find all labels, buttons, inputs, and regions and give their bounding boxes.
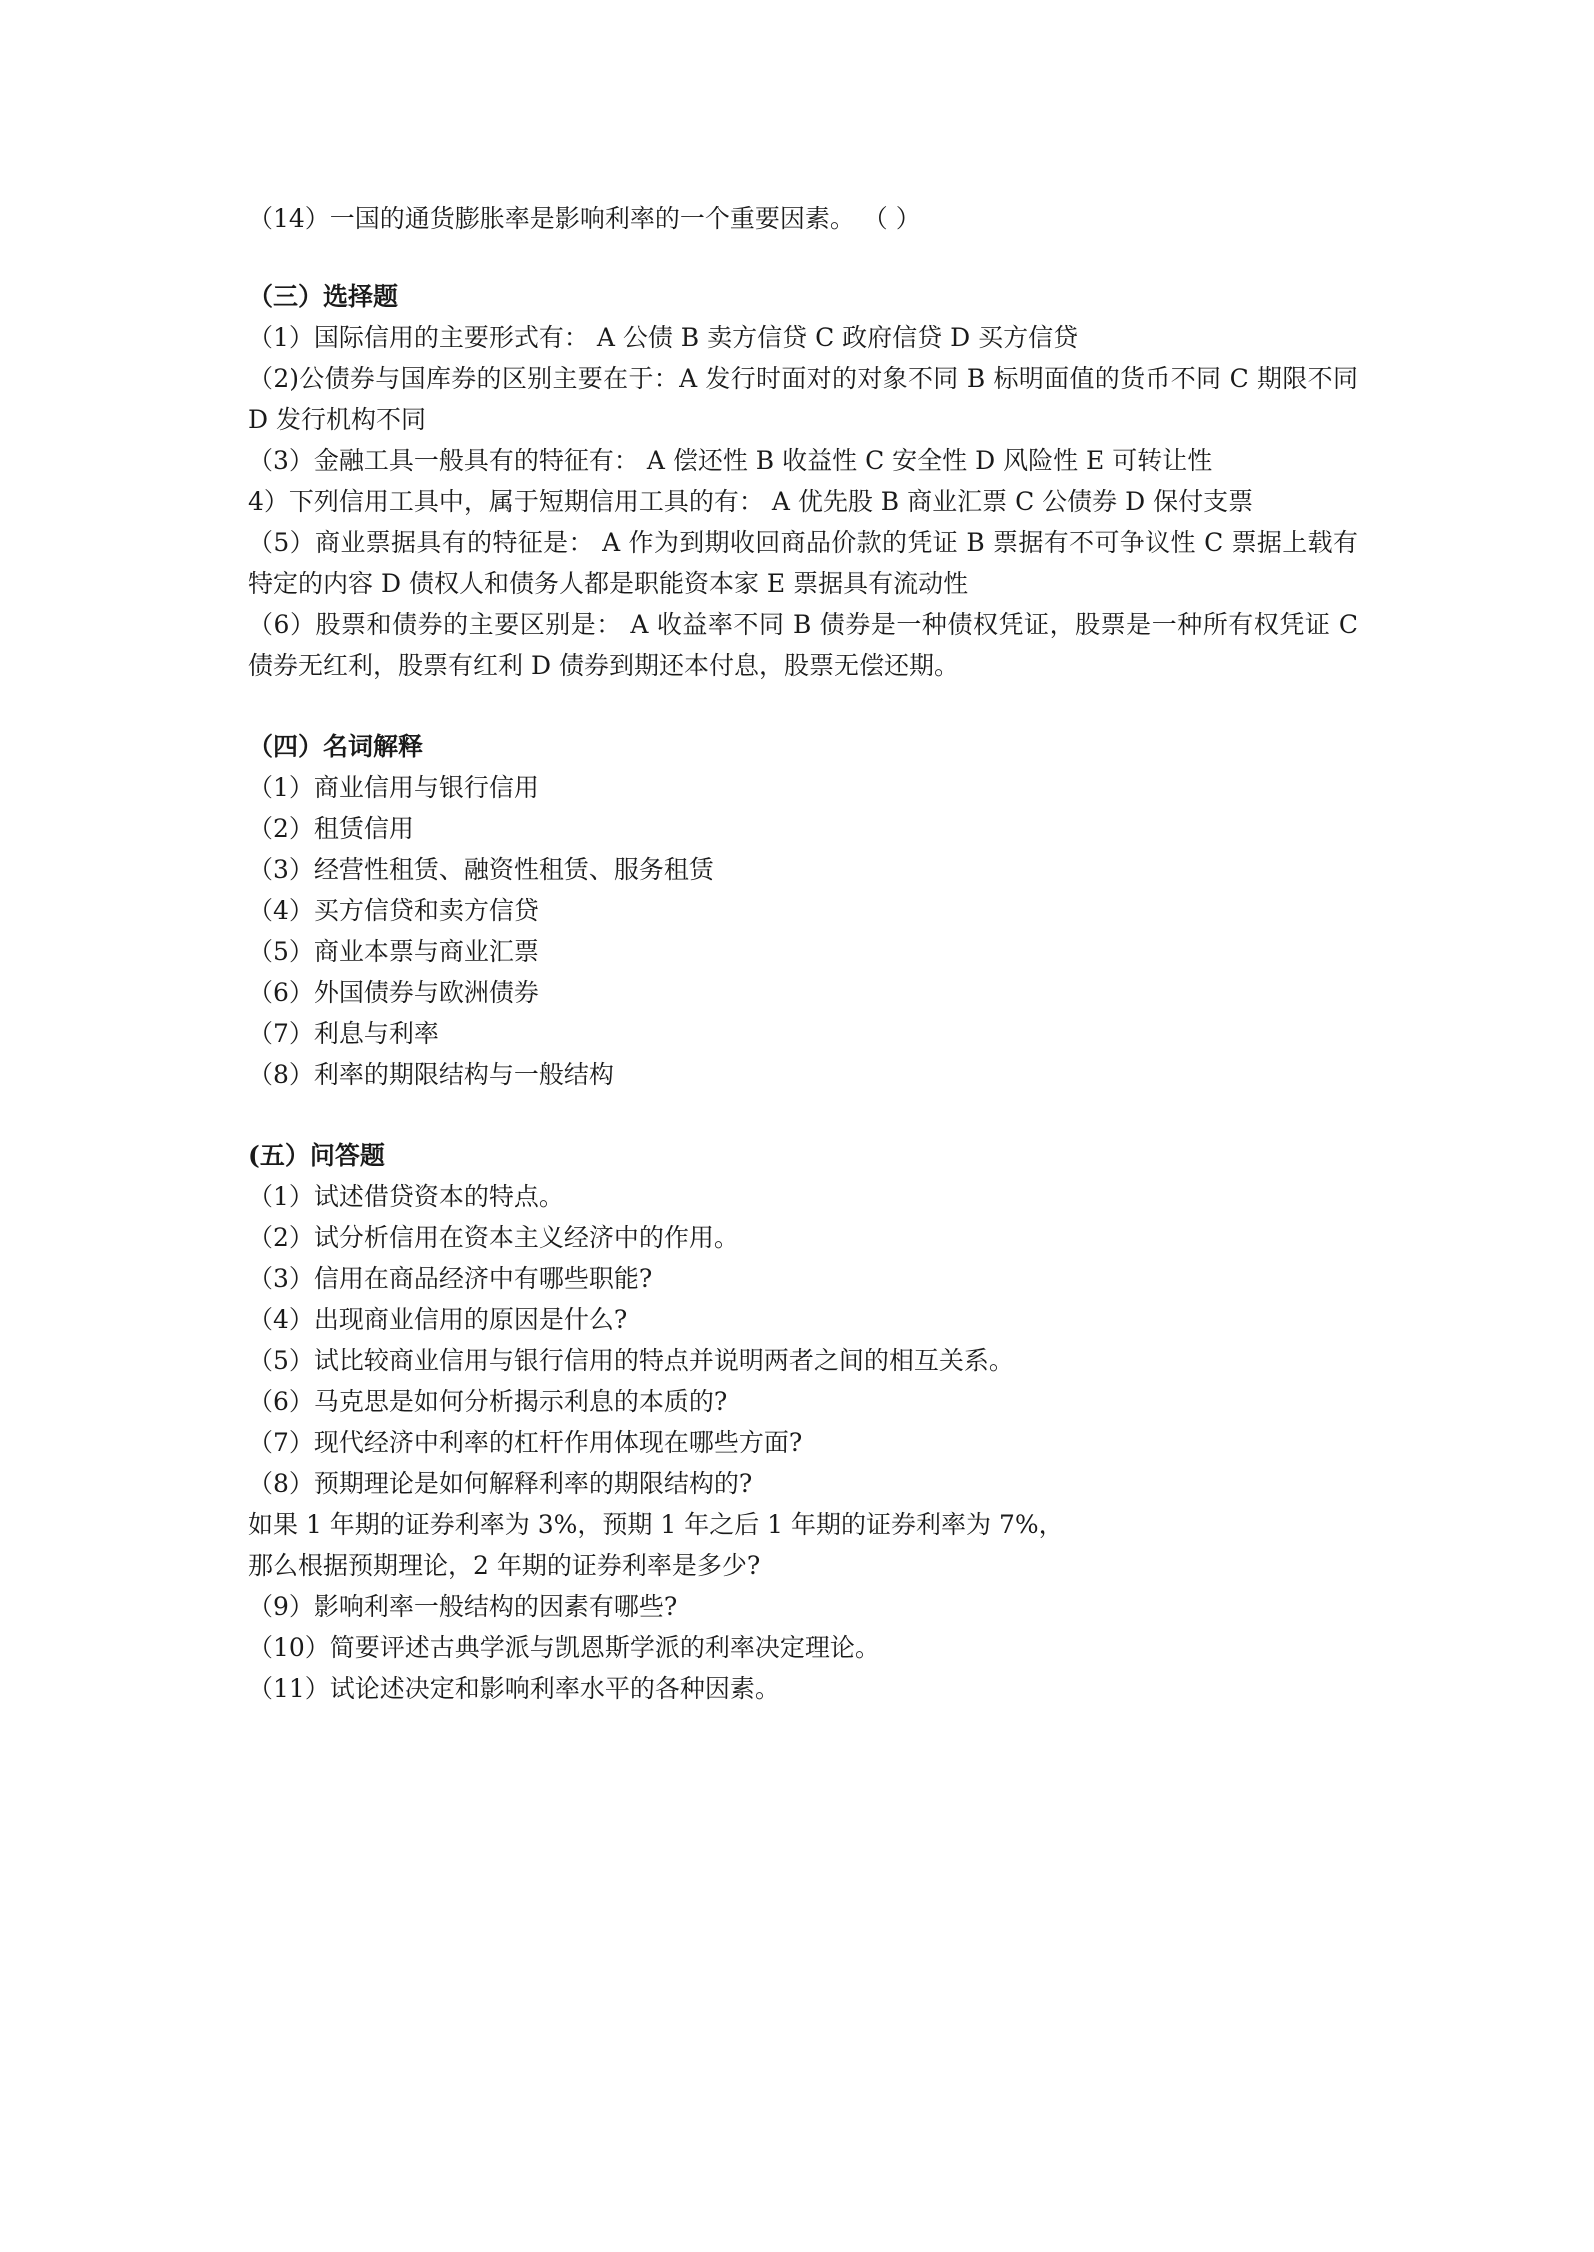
term-item: （6）外国债券与欧洲债券 xyxy=(248,978,539,1007)
qa-item: （2）试分析信用在资本主义经济中的作用。 xyxy=(248,1223,739,1252)
choice-question: （6）股票和债券的主要区别是： A 收益率不同 B 债券是一种债权凭证，股票是一种所有权凭证 C 债券无红利，股票有红利 D 债券到期还本付息，股票无偿还期。 xyxy=(248,610,1358,680)
choice-question: （1）国际信用的主要形式有： A 公债 B 卖方信贷 C 政府信贷 D 买方信贷 xyxy=(248,323,1079,352)
qa-item: （7）现代经济中利率的杠杆作用体现在哪些方面? xyxy=(248,1428,803,1457)
term-item: （7）利息与利率 xyxy=(248,1019,439,1048)
qa-item: （6）马克思是如何分析揭示利息的本质的? xyxy=(248,1387,728,1416)
qa-item: 如果 1 年期的证券利率为 3%，预期 1 年之后 1 年期的证券利率为 7%， xyxy=(248,1510,1064,1539)
spacer xyxy=(248,686,1358,726)
term-item: （8）利率的期限结构与一般结构 xyxy=(248,1060,614,1089)
qa-item: （8）预期理论是如何解释利率的期限结构的? xyxy=(248,1469,753,1498)
spacer xyxy=(248,1095,1358,1135)
term-item: （1）商业信用与银行信用 xyxy=(248,773,539,802)
term-item: （4）买方信贷和卖方信贷 xyxy=(248,896,539,925)
qa-item: （9）影响利率一般结构的因素有哪些? xyxy=(248,1592,678,1621)
term-item: （2）租赁信用 xyxy=(248,814,414,843)
qa-item: （3）信用在商品经济中有哪些职能? xyxy=(248,1264,653,1293)
qa-item: （1）试述借贷资本的特点。 xyxy=(248,1182,564,1211)
term-item: （5）商业本票与商业汇票 xyxy=(248,937,539,966)
question-14-judgement: （14）一国的通货膨胀率是影响利率的一个重要因素。 （ ） xyxy=(248,204,921,233)
section-heading-qa: (五）问答题 xyxy=(248,1141,385,1170)
qa-item: （10）简要评述古典学派与凯恩斯学派的利率决定理论。 xyxy=(248,1633,880,1662)
term-item: （3）经营性租赁、融资性租赁、服务租赁 xyxy=(248,855,714,884)
qa-item: （4）出现商业信用的原因是什么? xyxy=(248,1305,628,1334)
choice-question: 4）下列信用工具中，属于短期信用工具的有： A 优先股 B 商业汇票 C 公债券 D 保付支票 xyxy=(248,487,1254,516)
section-heading-choice: （三）选择题 xyxy=(248,282,399,311)
qa-item: （11）试论述决定和影响利率水平的各种因素。 xyxy=(248,1674,780,1703)
spacer xyxy=(248,239,1358,276)
choice-question: （2)公债券与国库券的区别主要在于：A 发行时面对的对象不同 B 标明面值的货币不同 C 期限不同 D 发行机构不同 xyxy=(248,364,1358,434)
qa-item: （5）试比较商业信用与银行信用的特点并说明两者之间的相互关系。 xyxy=(248,1346,1014,1375)
section-heading-terms: （四）名词解释 xyxy=(248,732,424,761)
qa-item: 那么根据预期理论，2 年期的证券利率是多少? xyxy=(248,1551,761,1580)
choice-question: （5）商业票据具有的特征是： A 作为到期收回商品价款的凭证 B 票据有不可争议性 C 票据上载有特定的内容 D 债权人和债务人都是职能资本家 E 票据具有流动性 xyxy=(248,528,1358,598)
choice-question: （3）金融工具一般具有的特征有： A 偿还性 B 收益性 C 安全性 D 风险性 E 可转让性 xyxy=(248,446,1213,475)
document-page xyxy=(248,198,1358,1709)
